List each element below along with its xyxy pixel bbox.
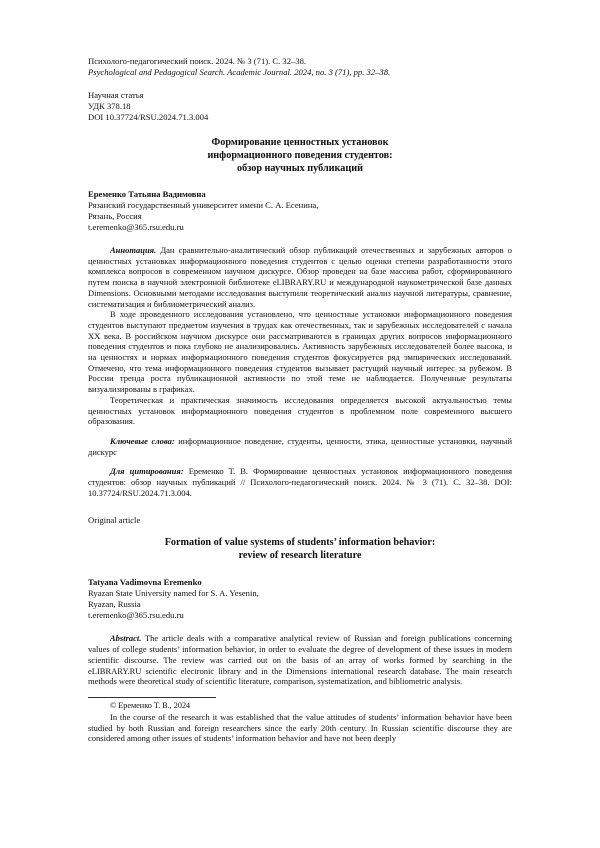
article-meta [88, 90, 512, 123]
en-abstract-label: Abstract. [110, 633, 142, 644]
en-abstract-p1 [88, 633, 512, 687]
article-type: Научная статья [88, 90, 144, 100]
ru-abstract-p2: В ходе проведенного исследования установлено, что ценностные установки информационного поведения студентов выступают предметом изучения в трудах как отечественных, так и зарубежных исследователей с начала XX века. В российском научном дискурсе они рассматриваются в границах других вопросов информационного поведения студентов и пока глубоко не анализировались. Активность зарубежных исследователей более высока, и на ценностях и нормах информационного поведения студентов фокусируется ряд эмпирических исследований. Отмечено, что тема информационного поведения студентов вызывает растущий научный интерес за рубежом. В России тренда роста публикационной активности по этой теме не наблюдается. Полученные результаты визуализированы в графиках. [88, 309, 512, 395]
ru-abstract [88, 245, 512, 427]
ru-keywords-label: Ключевые слова: [110, 435, 175, 446]
journal-header [88, 56, 512, 78]
en-title-line: review of research literature [238, 550, 362, 562]
ru-citation: Психолого-педагогический поиск. 2024. № 3 (71). С. 32–38. [88, 56, 307, 66]
en-abstract [88, 633, 512, 687]
en-author-block [88, 577, 512, 621]
en-email[interactable]: t.eremenko@365.rsu.edu.ru [88, 610, 184, 621]
ru-title-line: Формирование ценностных установок [211, 137, 389, 148]
en-location: Ryazan, Russia [88, 599, 141, 610]
ru-abstract-text: Дан сравнительно-аналитический обзор публикаций отечественных и зарубежных авторов о ценностных установках информационного поведения студентов с целью оценки степени разработанности этого комплекса вопросов в современном научном дискурсе. Обзор проведен на базе массива работ, сформированного путем поиска в научной электронной библиотеке eLIBRARY.RU и международной наукометрической базе данных Dimensions. Основными методами исследования выступили теоретический анализ научной литературы, сравнение, систематизация и библиометрический анализ. [88, 245, 513, 309]
en-title-line: Formation of value systems of students’ information behavior: [164, 537, 436, 549]
ru-author-name: Еременко Татьяна Вадимовна [88, 189, 206, 199]
ru-author-block [88, 189, 512, 233]
en-intro-p1: In the course of the research it was established that the value attitudes of students’ information behavior have been studied by both Russian and foreign researchers since the early 20th century. In Russian scientific discourse they are considered among other issues of students’ information behavior and have not been deeply [88, 711, 512, 744]
copyright-note: © Еременко Т. В., 2024 [110, 700, 191, 710]
ru-title-line: обзор научных публикаций [237, 163, 363, 174]
ru-affiliation: Рязанский государственный университет имени С. А. Есенина, [88, 200, 319, 210]
ru-cite-text: Еременко Т. В. Формирование ценностных установок информационного поведения студентов: обзор научных публикаций // Психолого-педагогический поиск. 2024. № 3 (71). С. 32–38. DOI: 10.37724/RSU.2024.71.3.004. [88, 466, 512, 498]
en-citation: Psychological and Pedagogical Search. Academic Journal. 2024, no. 3 (71), pp. 32–38. [88, 67, 391, 77]
en-abstract-text: The article deals with a comparative analytical review of Russian and foreign publications concerning values of college students’ information behavior, in order to evaluate the degree of development of these issues in modern scientific discourse. The review was carried out on the basis of an array of works formed by searching in the eLIBRARY.RU scientific electronic library and in the Dimensions international research database. The main research methods were theoretical study of scientific literature, comparison, systematization, and bibliometric analysis. [88, 633, 512, 687]
article-page [88, 56, 512, 744]
footnote-divider [88, 697, 216, 698]
en-author-name: Tatyana Vadimovna Eremenko [88, 577, 202, 588]
ru-keywords-text: информационное поведение, студенты, ценности, этика, ценностные установки, научный дискурс [88, 435, 512, 457]
ru-abstract-label: Аннотация. [110, 245, 157, 255]
doi[interactable]: DOI 10.37724/RSU.2024.71.3.004 [88, 112, 209, 122]
ru-keywords [88, 436, 512, 457]
ru-location: Рязань, Россия [88, 211, 142, 221]
ru-abstract-p3: Теоретическая и практическая значимость исследования определяется высокой актуальностью темы ценностных установок информационного поведения студентов в проблемном поле современного высшего образования. [88, 394, 512, 427]
en-title [88, 536, 512, 562]
ru-abstract-p1 [88, 245, 512, 309]
en-article-type: Original article [88, 515, 141, 526]
ru-citation-block [88, 466, 512, 498]
en-intro [88, 712, 512, 744]
udc-code: УДК 378.18 [88, 101, 131, 111]
ru-title [88, 136, 512, 175]
ru-email[interactable]: t.eremenko@365.rsu.edu.ru [88, 222, 184, 232]
en-affiliation: Ryazan State University named for S. A. Yesenin, [88, 588, 259, 599]
ru-cite-label: Для цитирования: [110, 466, 184, 477]
ru-title-line: информационного поведения студентов: [207, 150, 393, 161]
